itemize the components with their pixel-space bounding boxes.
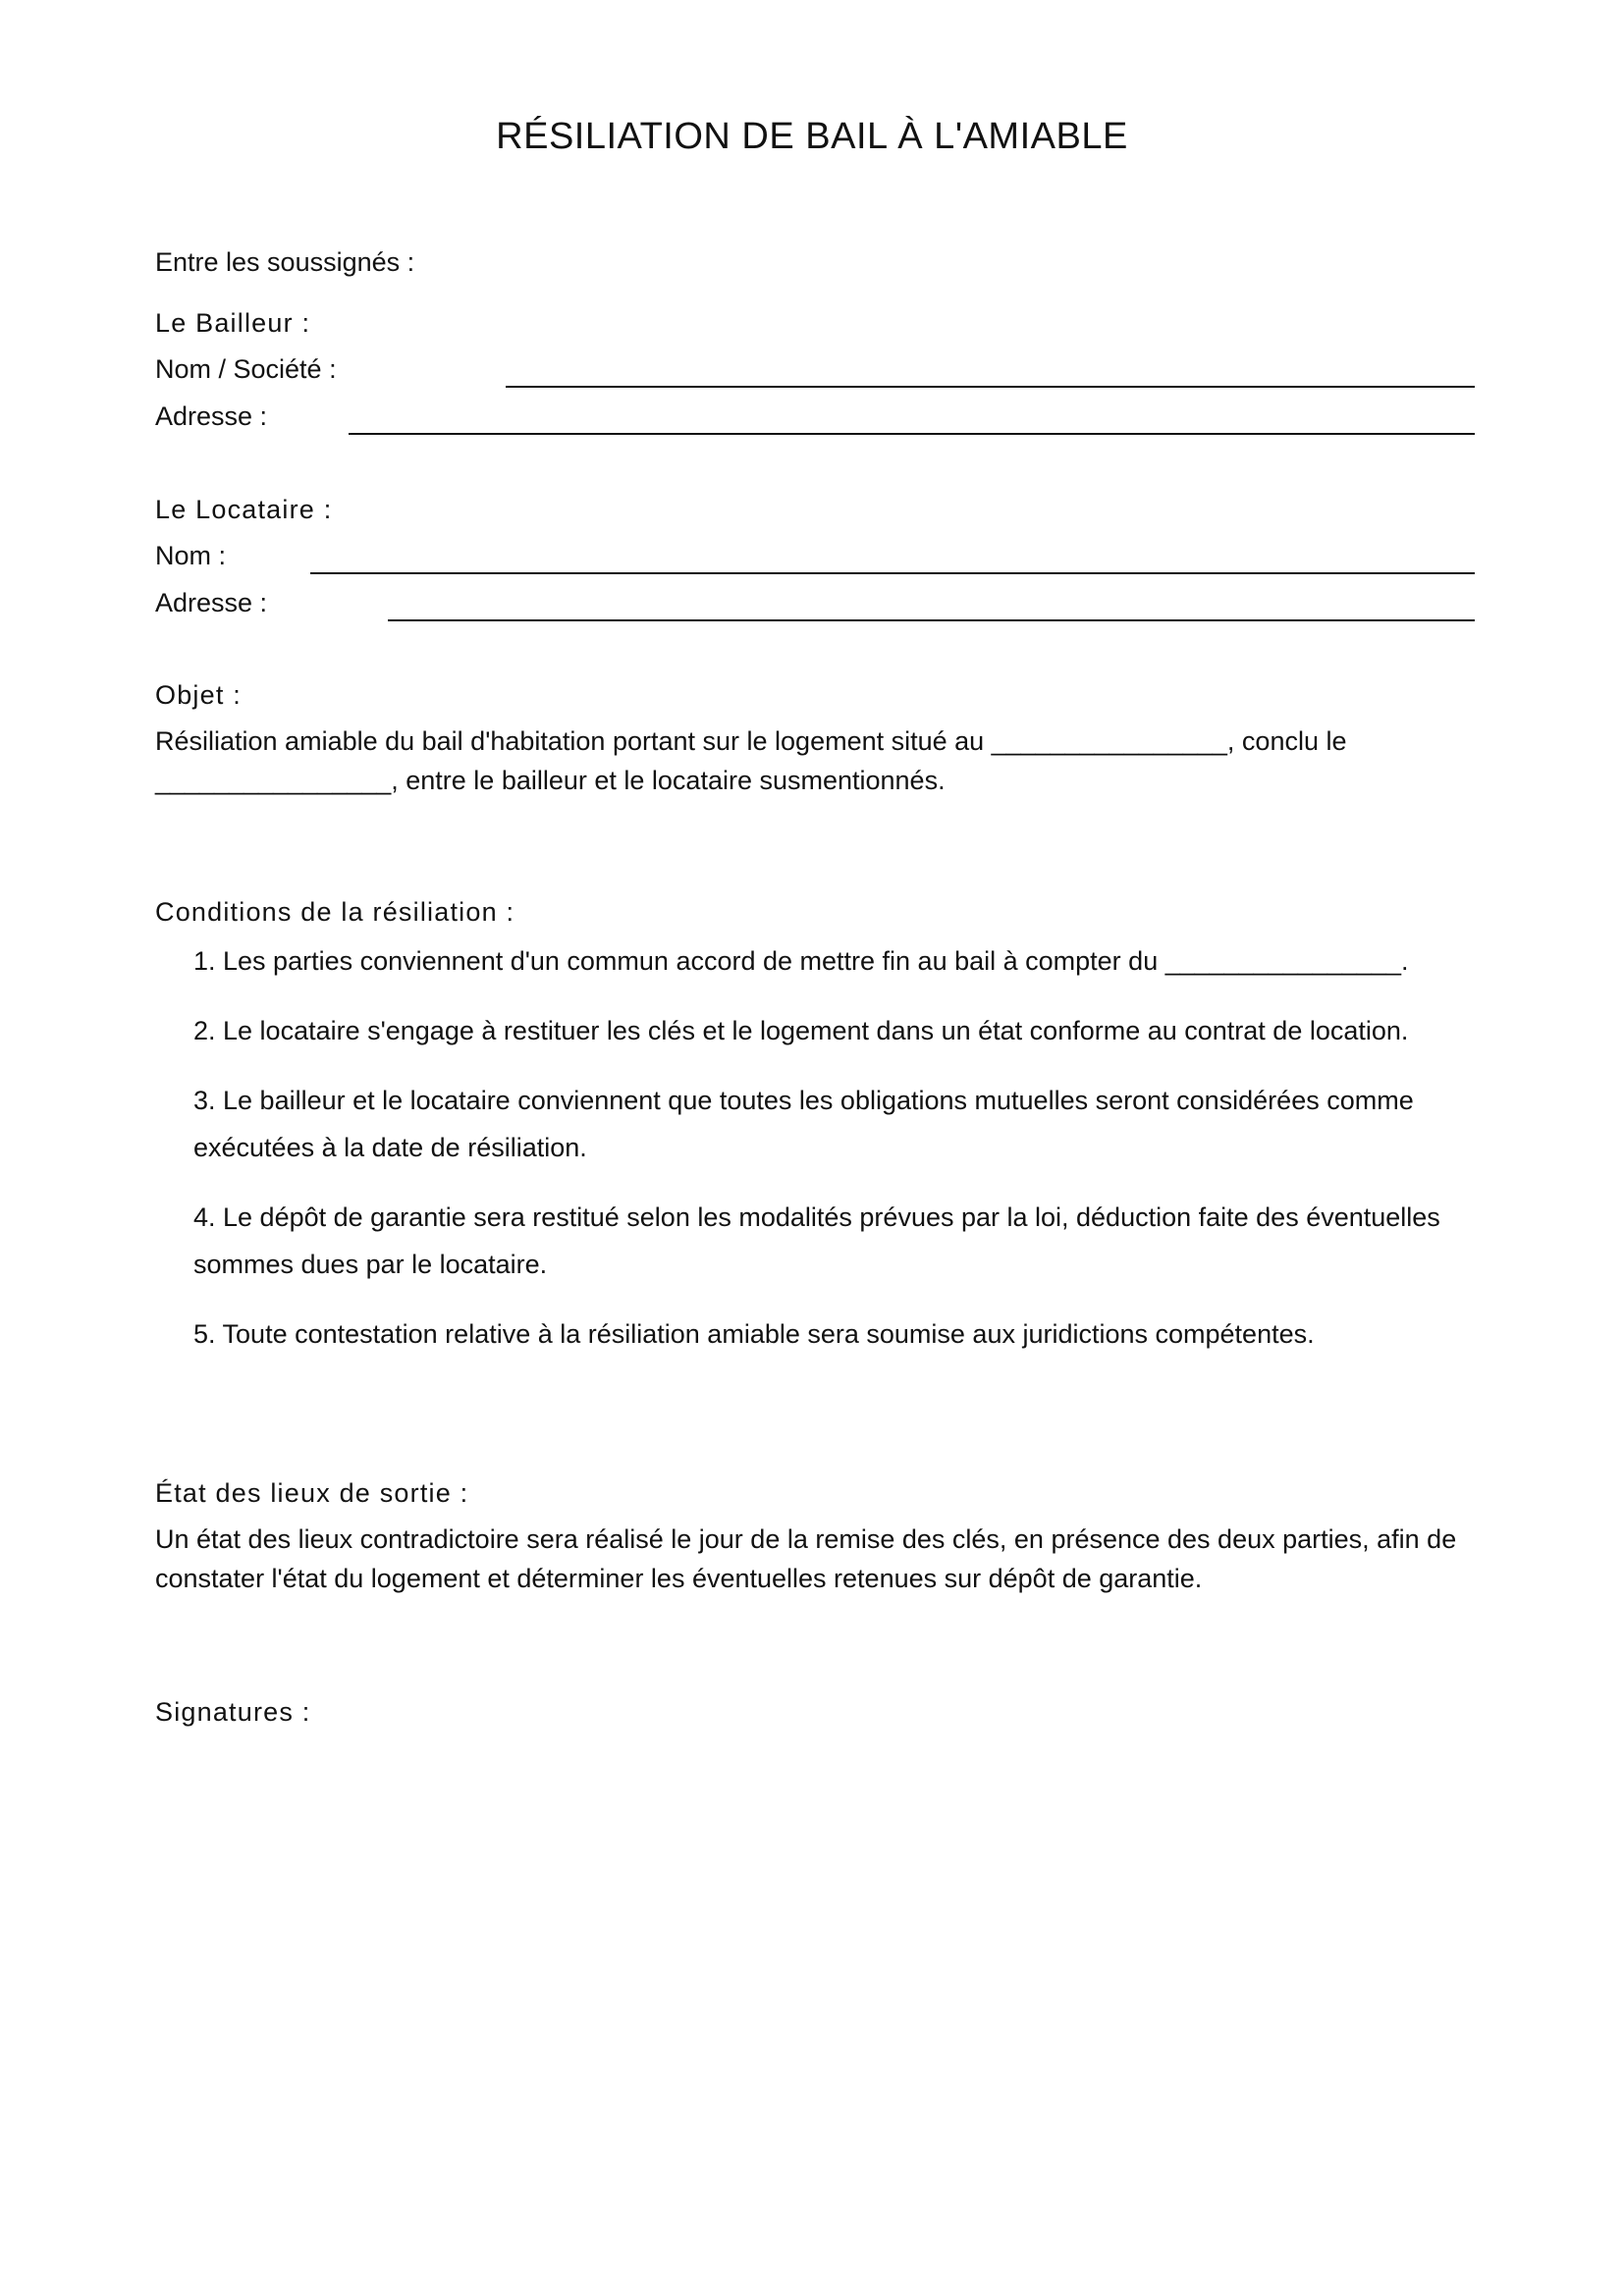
objet-line-2: ________________, entre le bailleur et le locataire susmentionnés. <box>155 766 946 795</box>
conditions-heading: Conditions de la résiliation : <box>155 897 515 927</box>
condition-item-4: 4. Le dépôt de garantie sera restitué selon les modalités prévues par la loi, déduction faite des éventuelles sommes dues par le locataire. <box>193 1202 1440 1279</box>
condition-item-3: 3. Le bailleur et le locataire conviennent que toutes les obligations mutuelles seront considérées comme exécutées à la date de résiliation. <box>193 1086 1414 1162</box>
condition-item-1: 1. Les parties conviennent d'un commun accord de mettre fin au bail à compter du ________________. <box>193 946 1409 976</box>
objet-heading: Objet : <box>155 680 242 710</box>
document-title: RÉSILIATION DE BAIL À L'AMIABLE <box>496 116 1128 157</box>
bailleur-name-label: Nom / Société : <box>155 354 337 384</box>
etat-des-lieux-heading: État des lieux de sortie : <box>155 1478 469 1508</box>
bailleur-heading: Le Bailleur : <box>155 308 311 338</box>
etat-des-lieux-text: Un état des lieux contradictoire sera réalisé le jour de la remise des clés, en présence des deux parties, afin de constater l'état du logement et déterminer les éventuelles retenues sur dépôt de garantie. <box>155 1524 1457 1593</box>
bailleur-address-label: Adresse : <box>155 401 268 431</box>
bailleur-name-field[interactable] <box>506 386 1475 388</box>
condition-item-5: 5. Toute contestation relative à la résiliation amiable sera soumise aux juridictions compétentes. <box>193 1319 1315 1349</box>
objet-line-1: Résiliation amiable du bail d'habitation portant sur le logement situé au ________________, conclu le <box>155 726 1347 756</box>
locataire-address-field[interactable] <box>388 619 1475 621</box>
locataire-name-field[interactable] <box>310 572 1475 574</box>
intro-text: Entre les soussignés : <box>155 247 415 277</box>
locataire-name-label: Nom : <box>155 541 227 570</box>
bailleur-address-field[interactable] <box>349 433 1475 435</box>
signatures-heading: Signatures : <box>155 1697 311 1727</box>
locataire-address-label: Adresse : <box>155 588 268 617</box>
locataire-heading: Le Locataire : <box>155 495 333 524</box>
condition-item-2: 2. Le locataire s'engage à restituer les clés et le logement dans un état conforme au contrat de location. <box>193 1016 1409 1045</box>
